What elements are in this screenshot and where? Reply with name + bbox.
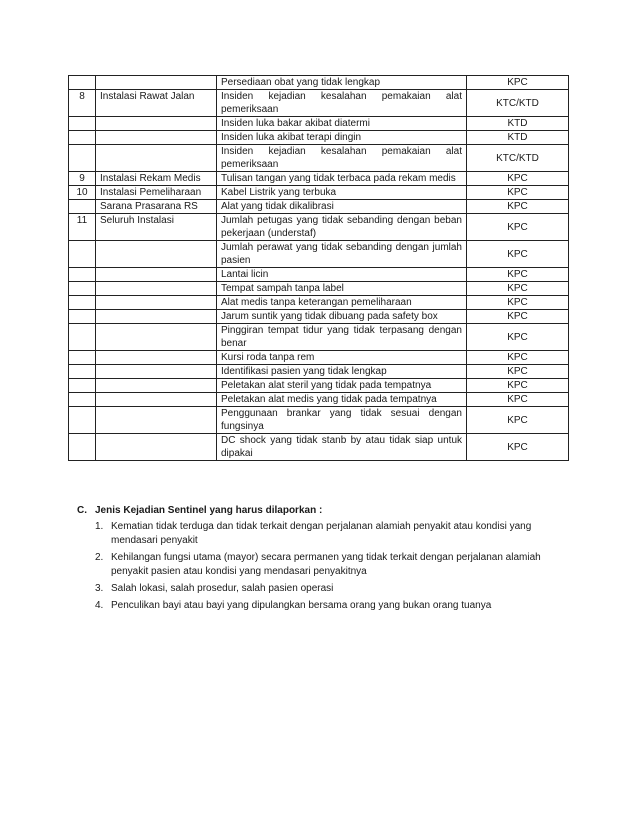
row-category: KPC bbox=[467, 310, 569, 324]
row-description: Identifikasi pasien yang tidak lengkap bbox=[217, 365, 467, 379]
row-description: DC shock yang tidak stanb by atau tidak siap untuk dipakai bbox=[217, 434, 467, 461]
row-category: KPC bbox=[467, 241, 569, 268]
row-category: KPC bbox=[467, 407, 569, 434]
row-unit: Instalasi Pemeliharaan bbox=[96, 186, 217, 200]
table-row bbox=[69, 407, 569, 434]
row-category: KPC bbox=[467, 351, 569, 365]
row-unit bbox=[96, 365, 217, 379]
row-unit bbox=[96, 296, 217, 310]
row-description: Peletakan alat steril yang tidak pada tempatnya bbox=[217, 379, 467, 393]
row-number bbox=[69, 241, 96, 268]
row-unit: Sarana Prasarana RS bbox=[96, 200, 217, 214]
row-unit bbox=[96, 379, 217, 393]
row-number bbox=[69, 268, 96, 282]
list-item-number: 3. bbox=[95, 583, 104, 594]
table-row bbox=[69, 310, 569, 324]
list-item bbox=[95, 582, 567, 596]
list-item-number: 4. bbox=[95, 600, 104, 611]
row-number bbox=[69, 117, 96, 131]
row-category: KPC bbox=[467, 365, 569, 379]
list-item-text: Kematian tidak terduga dan tidak terkait dengan perjalanan alamiah penyakit atau kondisi yang mendasari penyakit bbox=[111, 521, 532, 546]
table-row bbox=[69, 393, 569, 407]
row-description: Insiden kejadian kesalahan pemakaian alat pemeriksaan bbox=[217, 145, 467, 172]
row-unit bbox=[96, 310, 217, 324]
row-number bbox=[69, 76, 96, 90]
row-description: Jumlah perawat yang tidak sebanding dengan jumlah pasien bbox=[217, 241, 467, 268]
row-number: 8 bbox=[69, 90, 96, 117]
row-unit bbox=[96, 268, 217, 282]
row-category: KTC/KTD bbox=[467, 145, 569, 172]
row-category: KPC bbox=[467, 76, 569, 90]
row-category: KTD bbox=[467, 117, 569, 131]
row-number bbox=[69, 145, 96, 172]
row-unit: Instalasi Rekam Medis bbox=[96, 172, 217, 186]
row-number bbox=[69, 379, 96, 393]
list-item bbox=[95, 599, 567, 613]
row-category: KPC bbox=[467, 268, 569, 282]
table-row bbox=[69, 200, 569, 214]
row-category: KTD bbox=[467, 131, 569, 145]
row-description: Jumlah petugas yang tidak sebanding dengan beban pekerjaan (understaf) bbox=[217, 214, 467, 241]
row-description: Pinggiran tempat tidur yang tidak terpasang dengan benar bbox=[217, 324, 467, 351]
row-category: KPC bbox=[467, 186, 569, 200]
table-row bbox=[69, 379, 569, 393]
sentinel-list bbox=[77, 520, 567, 613]
row-number: 11 bbox=[69, 214, 96, 241]
row-unit bbox=[96, 76, 217, 90]
row-unit bbox=[96, 351, 217, 365]
row-description: Insiden kejadian kesalahan pemakaian alat pemeriksaan bbox=[217, 90, 467, 117]
row-category: KPC bbox=[467, 393, 569, 407]
list-item bbox=[95, 520, 567, 548]
row-number bbox=[69, 282, 96, 296]
row-category: KPC bbox=[467, 434, 569, 461]
section-title: Jenis Kejadian Sentinel yang harus dilaporkan : bbox=[95, 505, 323, 516]
row-number bbox=[69, 365, 96, 379]
row-unit: Seluruh Instalasi bbox=[96, 214, 217, 241]
list-item bbox=[95, 551, 567, 579]
row-unit bbox=[96, 393, 217, 407]
table-row bbox=[69, 268, 569, 282]
table-row bbox=[69, 76, 569, 90]
row-number bbox=[69, 407, 96, 434]
list-item-number: 1. bbox=[95, 521, 104, 532]
row-category: KPC bbox=[467, 379, 569, 393]
section-heading bbox=[77, 504, 567, 518]
row-description: Kursi roda tanpa rem bbox=[217, 351, 467, 365]
list-item-text: Kehilangan fungsi utama (mayor) secara permanen yang tidak terkait dengan perjalanan alamiah penyakit pasien atau kondisi yang mendasari penyakitnya bbox=[111, 552, 541, 577]
row-description: Insiden luka bakar akibat diatermi bbox=[217, 117, 467, 131]
table-row bbox=[69, 282, 569, 296]
section-letter: C. bbox=[77, 505, 87, 516]
row-description: Kabel Listrik yang terbuka bbox=[217, 186, 467, 200]
table-row bbox=[69, 214, 569, 241]
row-unit bbox=[96, 324, 217, 351]
row-unit bbox=[96, 131, 217, 145]
row-unit bbox=[96, 282, 217, 296]
row-description: Insiden luka akibat terapi dingin bbox=[217, 131, 467, 145]
row-description: Alat yang tidak dikalibrasi bbox=[217, 200, 467, 214]
row-category: KTC/KTD bbox=[467, 90, 569, 117]
row-number: 9 bbox=[69, 172, 96, 186]
row-category: KPC bbox=[467, 282, 569, 296]
row-category: KPC bbox=[467, 324, 569, 351]
table-row bbox=[69, 117, 569, 131]
row-description: Tulisan tangan yang tidak terbaca pada rekam medis bbox=[217, 172, 467, 186]
row-number bbox=[69, 434, 96, 461]
table-row bbox=[69, 145, 569, 172]
table-row bbox=[69, 324, 569, 351]
row-unit bbox=[96, 241, 217, 268]
row-number bbox=[69, 393, 96, 407]
incident-table-body bbox=[69, 76, 569, 461]
incident-table bbox=[68, 75, 569, 461]
table-row bbox=[69, 131, 569, 145]
table-row bbox=[69, 186, 569, 200]
row-number bbox=[69, 296, 96, 310]
row-unit bbox=[96, 145, 217, 172]
row-category: KPC bbox=[467, 296, 569, 310]
row-number bbox=[69, 310, 96, 324]
row-number bbox=[69, 324, 96, 351]
list-item-number: 2. bbox=[95, 552, 104, 563]
row-number bbox=[69, 200, 96, 214]
row-description: Penggunaan brankar yang tidak sesuai dengan fungsinya bbox=[217, 407, 467, 434]
list-item-text: Penculikan bayi atau bayi yang dipulangkan bersama orang yang bukan orang tuanya bbox=[111, 600, 492, 611]
row-description: Jarum suntik yang tidak dibuang pada safety box bbox=[217, 310, 467, 324]
row-unit bbox=[96, 407, 217, 434]
row-description: Persediaan obat yang tidak lengkap bbox=[217, 76, 467, 90]
table-row bbox=[69, 241, 569, 268]
sentinel-section bbox=[77, 504, 567, 616]
table-row bbox=[69, 172, 569, 186]
row-description: Alat medis tanpa keterangan pemeliharaan bbox=[217, 296, 467, 310]
table-row bbox=[69, 351, 569, 365]
row-unit bbox=[96, 434, 217, 461]
table-row bbox=[69, 90, 569, 117]
row-category: KPC bbox=[467, 200, 569, 214]
list-item-text: Salah lokasi, salah prosedur, salah pasien operasi bbox=[111, 583, 334, 594]
table-row bbox=[69, 434, 569, 461]
row-category: KPC bbox=[467, 214, 569, 241]
row-unit bbox=[96, 117, 217, 131]
row-number bbox=[69, 131, 96, 145]
table-row bbox=[69, 296, 569, 310]
row-number: 10 bbox=[69, 186, 96, 200]
row-category: KPC bbox=[467, 172, 569, 186]
row-description: Tempat sampah tanpa label bbox=[217, 282, 467, 296]
table-row bbox=[69, 365, 569, 379]
row-number bbox=[69, 351, 96, 365]
row-description: Lantai licin bbox=[217, 268, 467, 282]
row-description: Peletakan alat medis yang tidak pada tempatnya bbox=[217, 393, 467, 407]
row-unit: Instalasi Rawat Jalan bbox=[96, 90, 217, 117]
